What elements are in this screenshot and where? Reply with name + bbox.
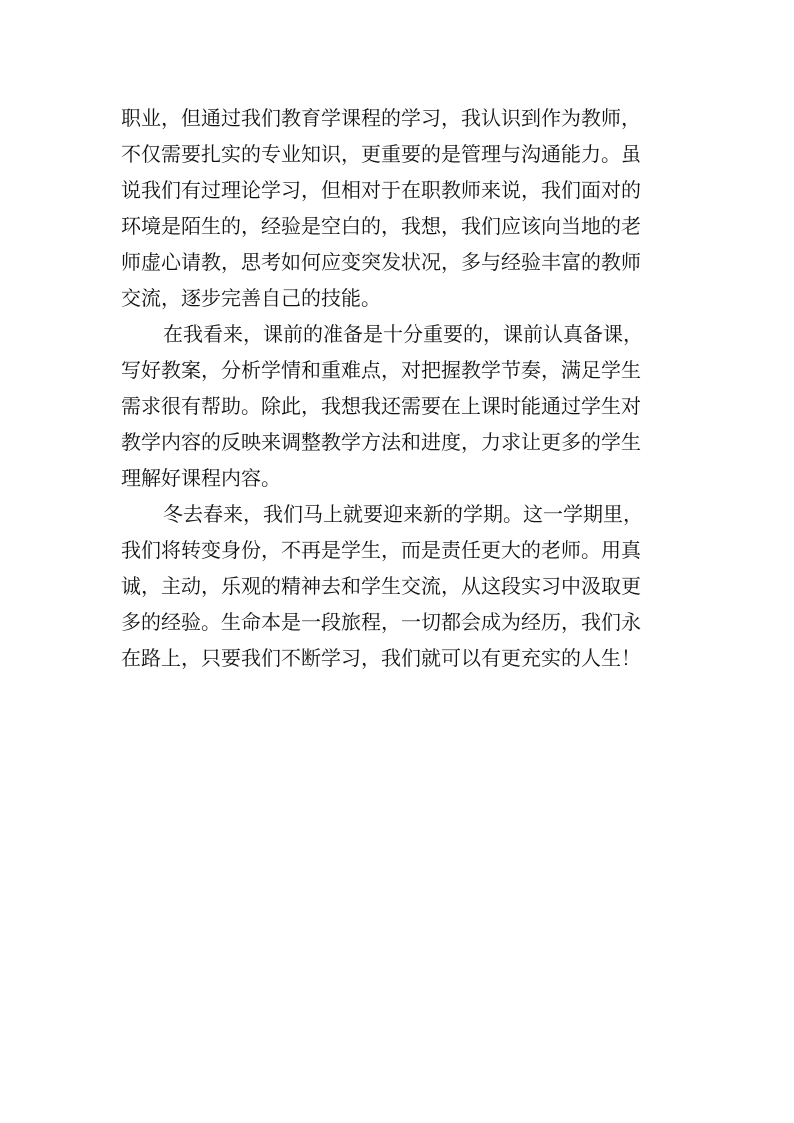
- text-line: 不仅需要扎实的专业知识，更重要的是管理与沟通能力。虽: [121, 142, 641, 166]
- text-line: 需求很有帮助。除此，我想我还需要在上课时能通过学生对: [121, 394, 641, 418]
- text-line: 诚，主动，乐观的精神去和学生交流，从这段实习中汲取更: [121, 574, 641, 598]
- text-line: 写好教案，分析学情和重难点，对把握教学节奏，满足学生: [121, 358, 641, 382]
- text-line: 在路上，只要我们不断学习，我们就可以有更充实的人生！: [121, 646, 641, 670]
- text-line: 多的经验。生命本是一段旅程，一切都会成为经历，我们永: [121, 610, 641, 634]
- text-line: 理解好课程内容。: [121, 466, 281, 490]
- text-line: 交流，逐步完善自己的技能。: [121, 286, 381, 310]
- text-line: 师虚心请教，思考如何应变突发状况，多与经验丰富的教师: [121, 250, 641, 274]
- paragraph-3: [121, 496, 681, 676]
- paragraph-1: [121, 100, 681, 316]
- text-line: 我们将转变身份，不再是学生，而是责任更大的老师。用真: [121, 538, 641, 562]
- document-body: [121, 100, 681, 676]
- text-line: 职业，但通过我们教育学课程的学习，我认识到作为教师，: [121, 106, 641, 130]
- text-line: 环境是陌生的，经验是空白的，我想，我们应该向当地的老: [121, 214, 641, 238]
- text-line: 说我们有过理论学习，但相对于在职教师来说，我们面对的: [121, 178, 641, 202]
- text-line: 冬去春来，我们马上就要迎来新的学期。这一学期里，: [163, 502, 643, 526]
- text-line: 在我看来，课前的准备是十分重要的，课前认真备课，: [163, 322, 643, 346]
- paragraph-2: [121, 316, 681, 496]
- text-line: 教学内容的反映来调整教学方法和进度，力求让更多的学生: [121, 430, 641, 454]
